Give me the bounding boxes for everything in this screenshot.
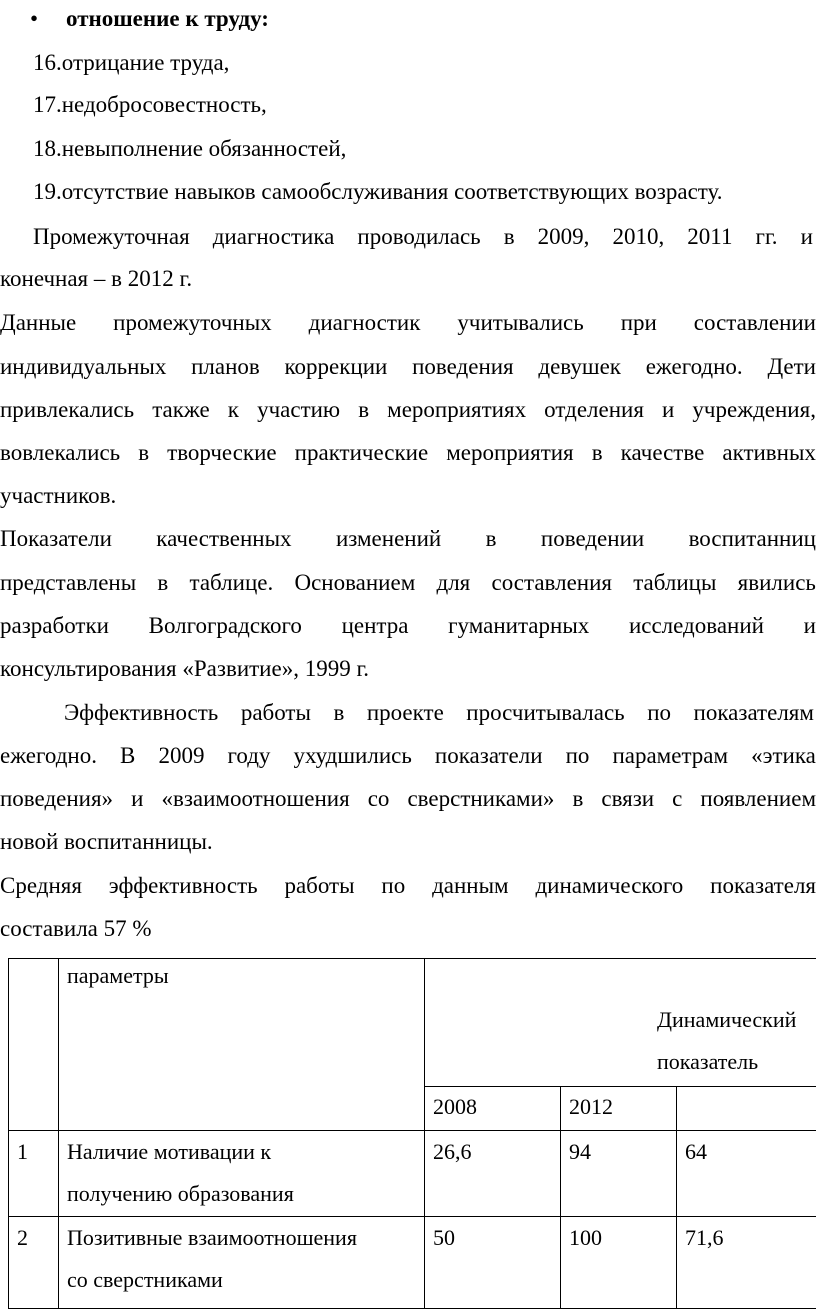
word: также: [152, 397, 210, 422]
word: поведения»: [0, 786, 114, 811]
row-dynamic: 71,6: [677, 1217, 816, 1309]
word: воспитанниц: [688, 526, 816, 551]
word: привлекались: [0, 397, 135, 422]
header-parameter-cell: [59, 959, 425, 1131]
word: Дети: [767, 354, 816, 379]
word: по: [565, 743, 590, 768]
word: индивидуальных: [0, 354, 167, 379]
row-value-2012: 100: [561, 1217, 677, 1309]
list-item: 18.невыполнение обязанностей,: [33, 136, 347, 161]
paragraph-line: [0, 438, 816, 468]
word: ежегодно.: [0, 743, 97, 768]
word: в: [157, 570, 169, 595]
word: и: [131, 786, 144, 811]
word: связи: [601, 786, 655, 811]
word: в: [572, 786, 584, 811]
word: работы: [240, 700, 311, 725]
row-number: 1: [9, 1131, 59, 1217]
word: «взаимоотношения: [161, 786, 350, 811]
paragraph-line: [0, 611, 816, 641]
word: мероприятиях: [387, 397, 527, 422]
word: исследований: [628, 613, 764, 638]
paragraph-line: [0, 871, 816, 901]
paragraph-line: [0, 568, 816, 598]
word: вовлекались: [0, 440, 121, 465]
word: работы: [284, 873, 355, 898]
paragraph-line: [0, 784, 816, 814]
paragraph-line: [0, 308, 816, 338]
word: учитывались: [457, 310, 584, 335]
word: Эффективность: [64, 700, 219, 725]
row-dynamic: 64: [677, 1131, 816, 1217]
word: к: [227, 397, 239, 422]
word: по: [647, 700, 671, 725]
word: В: [120, 743, 136, 768]
header-dynamic-label: показатель: [657, 1049, 759, 1074]
word: для: [436, 570, 471, 595]
word: просчитывалась: [466, 700, 625, 725]
word: динамического: [535, 873, 684, 898]
word: в: [138, 440, 150, 465]
header-year-cell: 2012: [561, 1087, 677, 1131]
header-dynamic-label: Динамический: [657, 1007, 797, 1032]
word: параметрам: [612, 743, 729, 768]
paragraph-line: участников.: [0, 483, 117, 508]
paragraph-line: составила 57 %: [0, 916, 152, 941]
bullet-icon: •: [30, 6, 39, 31]
list-item: 16.отрицание труда,: [33, 50, 230, 75]
word: таблицы: [633, 570, 717, 595]
paragraph-line: [0, 741, 816, 771]
word: в: [333, 700, 345, 725]
row-parameter: Наличие мотивации к получению образования: [59, 1131, 425, 1217]
paragraph-line: [0, 395, 816, 425]
row-value-2008: 50: [425, 1217, 561, 1309]
header-year-cell: 2008: [425, 1087, 561, 1131]
parameters-table: [8, 958, 816, 1309]
word: коррекции: [284, 354, 388, 379]
row-value-2008: 26,6: [425, 1131, 561, 1217]
word: 2009,: [537, 224, 590, 249]
list-item: 19.отсутствие навыков самообслуживания соответствующих возрасту.: [33, 179, 723, 204]
word: 2009: [158, 743, 205, 768]
word: девушек: [538, 354, 621, 379]
word: представлены: [0, 570, 137, 595]
word: центра: [341, 613, 409, 638]
word: проводилась: [357, 224, 481, 249]
word: качественных: [156, 526, 292, 551]
word: 2010,: [612, 224, 665, 249]
table-row: [9, 1217, 816, 1309]
word: и: [662, 397, 675, 422]
header-empty-cell: [677, 1087, 816, 1131]
word: отделения: [544, 397, 644, 422]
word: ежегодно.: [645, 354, 743, 379]
word: диагностика: [212, 224, 335, 249]
word: изменений: [335, 526, 442, 551]
word: явились: [737, 570, 816, 595]
word: мероприятия: [446, 440, 574, 465]
word: при: [620, 310, 657, 335]
word: Показатели: [0, 526, 112, 551]
word: данным: [432, 873, 509, 898]
word: Волгоградского: [148, 613, 302, 638]
word: гг.: [755, 224, 778, 249]
word: активных: [722, 440, 816, 465]
word: году: [227, 743, 271, 768]
word: показатели: [434, 743, 543, 768]
list-item: 17.недобросовестность,: [33, 92, 267, 117]
word: диагностик: [308, 310, 421, 335]
paragraph-line: новой воспитанницы.: [0, 829, 213, 854]
word: показателя: [710, 873, 816, 898]
word: промежуточных: [113, 310, 272, 335]
word: Средняя: [0, 873, 82, 898]
word: Данные: [0, 310, 77, 335]
header-dynamic-cell: [425, 959, 816, 1087]
word: со: [367, 786, 390, 811]
paragraph-line: конечная – в 2012 г.: [0, 266, 193, 291]
word: составлении: [693, 310, 816, 335]
word: Основанием: [294, 570, 416, 595]
word: гуманитарных: [448, 613, 590, 638]
word: «этика: [751, 743, 816, 768]
table-row: [9, 1131, 816, 1217]
paragraph-line: [64, 698, 814, 728]
row-number: 2: [9, 1217, 59, 1309]
word: ухудшились: [293, 743, 412, 768]
word: 2011: [687, 224, 733, 249]
header-number-cell: [9, 959, 59, 1131]
word: появлением: [700, 786, 816, 811]
word: и: [803, 613, 816, 638]
word: творческие: [167, 440, 277, 465]
word: составления: [491, 570, 612, 595]
word: разработки: [0, 613, 109, 638]
word: поведении: [540, 526, 645, 551]
paragraph-line: [33, 222, 813, 252]
section-heading: отношение к труду:: [66, 6, 269, 31]
word: поведения: [412, 354, 514, 379]
word: в: [485, 526, 497, 551]
paragraph-line: [0, 352, 816, 382]
word: проекте: [366, 700, 444, 725]
word: в: [503, 224, 515, 249]
word: в: [591, 440, 603, 465]
row-value-2012: 94: [561, 1131, 677, 1217]
word: Промежуточная: [33, 224, 190, 249]
word: показателям: [693, 700, 814, 725]
row-parameter: Позитивные взаимоотношения со сверстниками: [59, 1217, 425, 1309]
word: учреждения,: [692, 397, 816, 422]
word: практические: [294, 440, 429, 465]
paragraph-line: [0, 524, 816, 554]
header-parameter-label: параметры: [67, 963, 169, 988]
paragraph-line: консультирования «Развитие», 1999 г.: [0, 656, 370, 681]
word: участию: [257, 397, 341, 422]
word: планов: [191, 354, 260, 379]
word: эффективность: [108, 873, 258, 898]
word: с: [672, 786, 683, 811]
word: таблице.: [189, 570, 274, 595]
word: сверстниками»: [407, 786, 555, 811]
word: и: [800, 224, 813, 249]
word: по: [381, 873, 406, 898]
word: качестве: [620, 440, 705, 465]
word: в: [358, 397, 370, 422]
